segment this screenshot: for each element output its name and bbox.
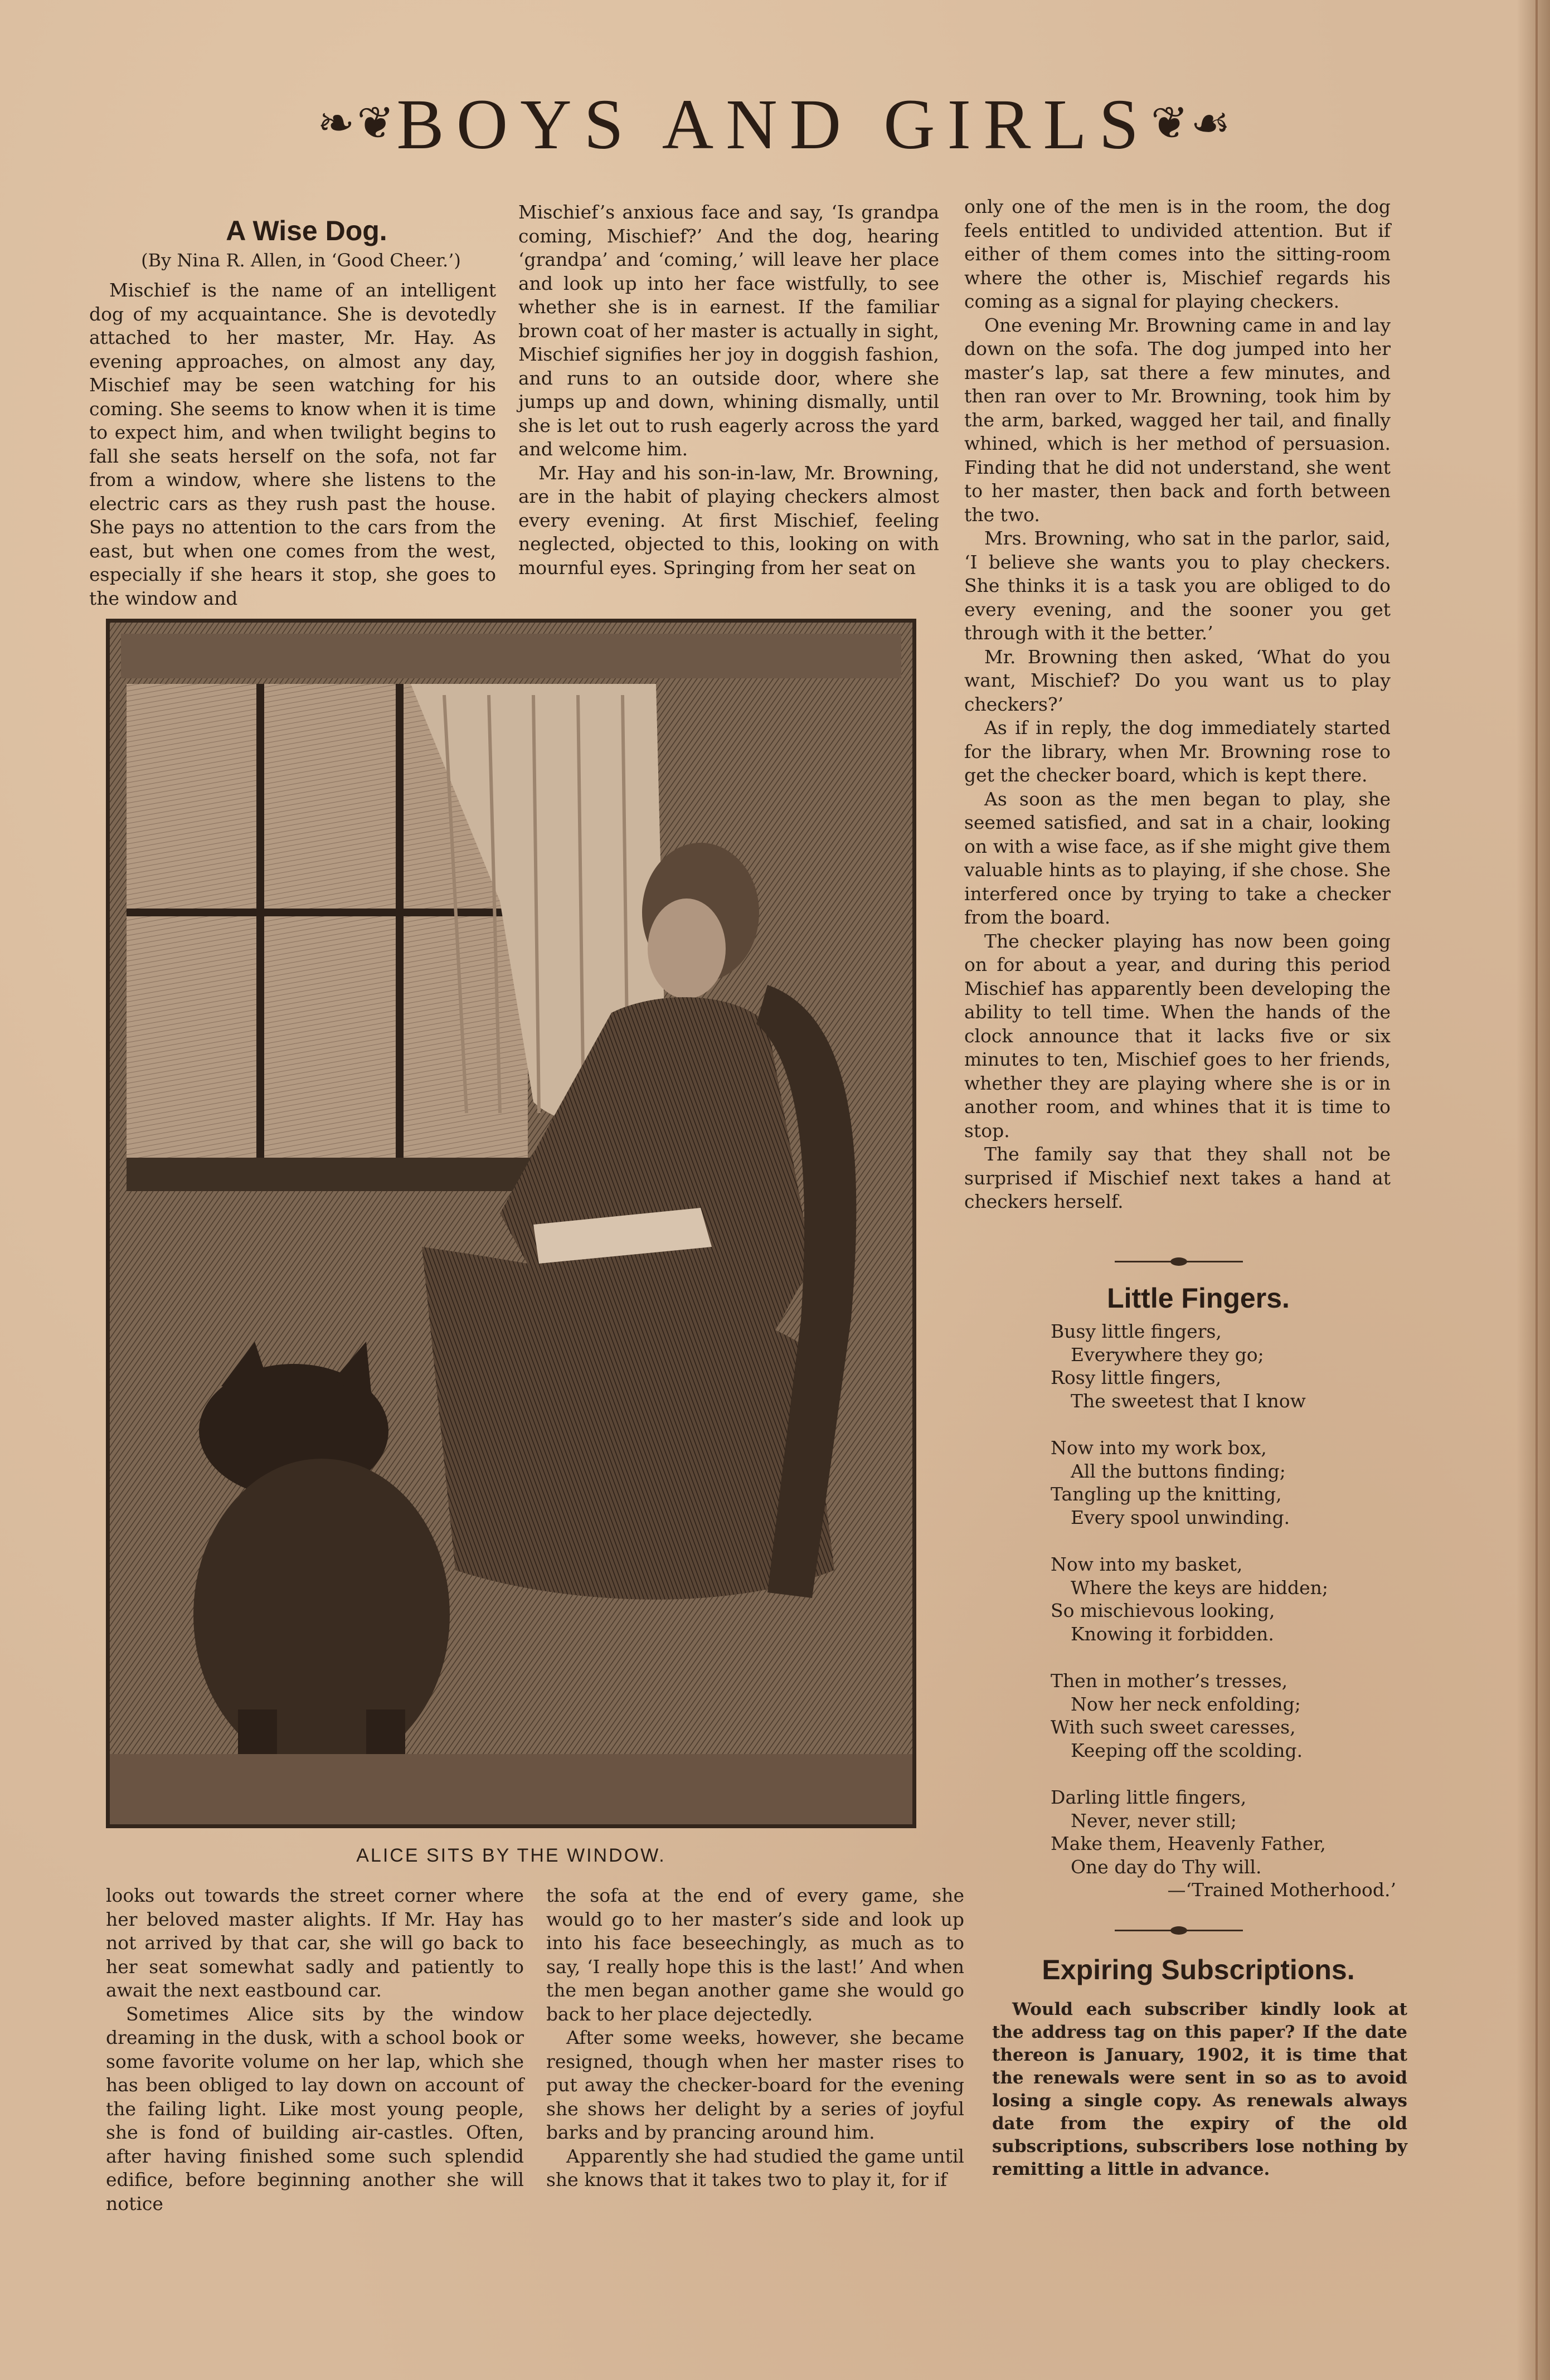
paragraph: As if in reply, the dog immediately started for the library, when Mr. Browning rose to get the checker board, which is kept there. [964, 717, 1391, 786]
poem-line: Now into my basket, [1051, 1553, 1243, 1575]
paragraph: The checker playing has now been going on for about a year, and during this period Mischief has apparently been developing the ability to tell time. When the hands of the clock announce that it lacks five or six minutes to ten, Mischief goes to her friends, whether they are playing where she is or in another room, and whines that it is time to stop. [964, 930, 1391, 1142]
masthead-ornament-left-icon: ❧❦ [317, 99, 397, 148]
poem-title: Little Fingers. [1107, 1283, 1290, 1314]
illustration-caption: ALICE SITS BY THE WINDOW. [356, 1845, 666, 1866]
paragraph: The family say that they shall not be surprised if Mischief next takes a hand at checkers herself. [964, 1143, 1391, 1212]
poem-line: So mischievous looking, [1051, 1600, 1275, 1621]
section-divider [1115, 1930, 1243, 1931]
poem-stanza [1051, 1786, 1407, 1878]
section-masthead [0, 84, 1550, 166]
poem-stanza [1051, 1553, 1407, 1645]
paragraph: Mischief is the name of an intelligent dog of my acquaintance. She is devotedly attached to her master, Mr. Hay. As evening approaches, on almost any day, Mischief may be seen watching for his coming. She seems to know when it is time to expect him, and when twilight begins to fall she seats herself on the sofa, not far from a window, where she listens to the electric cars as they rush past the house. She pays no attention to the cars from the east, but when one comes from the west, especially if she hears it stop, she goes to the window and [89, 279, 496, 609]
poem-line: Darling little fingers, [1051, 1786, 1247, 1808]
paragraph: only one of the men is in the room, the dog feels entitled to undivided attention. But if either of them comes into the sitting-room where the other is, Mischief regards his coming as a signal for playing checkers. [964, 196, 1391, 312]
poem-line: Never, never still; [1071, 1809, 1237, 1832]
poem-line: Now into my work box, [1051, 1437, 1267, 1459]
divider-ornament-icon [1170, 1257, 1187, 1266]
article-column-2-bottom [546, 1884, 964, 2192]
illustration-engraving [110, 623, 912, 1824]
article-title-wise-dog: A Wise Dog. [226, 215, 387, 246]
poem-line: The sweetest that I know [1071, 1390, 1306, 1412]
paragraph: Mrs. Browning, who sat in the parlor, said, ‘I believe she wants you to play checkers. She thinks it is a task you are obliged to do every evening, and the sooner you get through with it the better.’ [964, 527, 1391, 644]
notice-text: Would each subscriber kindly look at the address tag on this paper? If the date thereon is January, 1902, it is time that the renewals were sent in so as to avoid losing a single copy. As renewals always date from the expiry of the old subscriptions, subscribers lose nothing by remitting a little in advance. [992, 1999, 1407, 2179]
poem-line: One day do Thy will. [1071, 1856, 1262, 1878]
illustration-alice-window [106, 619, 916, 1828]
section-divider [1115, 1261, 1243, 1262]
poem-line: With such sweet caresses, [1051, 1716, 1296, 1738]
masthead-title: BOYS AND GIRLS [396, 85, 1151, 164]
article-byline: (By Nina R. Allen, in ‘Good Cheer.’) [141, 250, 461, 271]
poem-attribution: —‘Trained Motherhood.’ [1167, 1879, 1396, 1901]
poem-line: Every spool unwinding. [1071, 1506, 1290, 1528]
paragraph: Mr. Browning then asked, ‘What do you want, Mischief? Do you want us to play checkers?’ [964, 645, 1391, 715]
masthead-ornament-right-icon: ❦☙ [1150, 99, 1233, 148]
article-column-1-bottom [106, 1884, 524, 2216]
poem-line: Where the keys are hidden; [1071, 1576, 1329, 1599]
poem-line: Now her neck enfolding; [1071, 1693, 1301, 1715]
poem-stanza [1051, 1436, 1407, 1529]
paragraph: One evening Mr. Browning came in and lay down on the sofa. The dog jumped into her master’s lap, sat there a few minutes, and then ran over to Mr. Browning, took him by the arm, barked, wagged her tail, and finally whined, which is her method of persuasion. Finding that he did not understand, she went to her master, then back and forth between the two. [964, 314, 1391, 526]
paragraph: the sofa at the end of every game, she would go to her master’s side and look up into his face beseechingly, as much as to say, ‘I really hope this is the last!’ And when the men began another game she would go back to her place dejectedly. [546, 1884, 964, 2025]
poem-line: Tangling up the knitting, [1051, 1483, 1282, 1505]
paragraph: As soon as the men began to play, she seemed satisfied, and sat in a chair, looking on with a wise face, as if she might give them valuable hints as to playing, if she chose. She interfered once by trying to take a checker from the board. [964, 788, 1391, 928]
poem-line: Everywhere they go; [1071, 1343, 1264, 1366]
paragraph: Mr. Hay and his son-in-law, Mr. Browning, are in the habit of playing checkers almost every evening. At first Mischief, feeling neglected, objected to this, looking on with mournful eyes. Springing from her seat on [518, 462, 939, 579]
paragraph: looks out towards the street corner where her beloved master alights. If Mr. Hay has not arrived by that car, she will go back to her seat somewhat sadly and patiently to await the next eastbound car. [106, 1884, 524, 2001]
paragraph: After some weeks, however, she became resigned, though when her master rises to put away the checker-board for the evening she shows her delight by a series of joyful barks and by prancing around him. [546, 2027, 964, 2143]
poem-little-fingers [1051, 1320, 1407, 1902]
article-column-1-top [89, 279, 496, 610]
poem-line: Keeping off the scolding. [1071, 1739, 1303, 1761]
paragraph: Sometimes Alice sits by the window dreaming in the dusk, with a school book or some favorite volume on her lap, which she has been obliged to lay down on account of the failing light. Like most young people, she is fond of building air-castles. Often, after having finished some such splendid edifice, before beginning another she will notice [106, 2003, 524, 2214]
notice-title: Expiring Subscriptions. [1042, 1954, 1355, 1985]
poem-line: All the buttons finding; [1071, 1460, 1286, 1482]
poem-line: Busy little fingers, [1051, 1320, 1222, 1342]
poem-stanza [1051, 1669, 1407, 1762]
paragraph: Mischief’s anxious face and say, ‘Is grandpa coming, Mischief?’ And the dog, hearing ‘grandpa’ and ‘coming,’ will leave her place and look up into her face wistfully, to see whether she is in earnest. If the familiar brown coat of her master is actually in sight, Mischief signifies her joy in doggish fashion, and runs to an outside door, where she jumps up and down, whining dismally, until she is let out to rush eagerly across the yard and welcome him. [518, 201, 939, 460]
poem-line: Make them, Heavenly Father, [1051, 1833, 1326, 1854]
article-column-3 [964, 195, 1391, 1214]
divider-ornament-icon [1170, 1926, 1187, 1935]
page-edge-shadow [1517, 0, 1550, 2380]
notice-expiring-subscriptions [992, 1998, 1407, 2181]
article-column-2-top [518, 201, 939, 580]
poem-line: Then in mother’s tresses, [1051, 1670, 1288, 1692]
poem-line: Knowing it forbidden. [1071, 1623, 1274, 1645]
poem-stanza [1051, 1320, 1407, 1412]
poem-line: Rosy little fingers, [1051, 1367, 1222, 1388]
paragraph: Apparently she had studied the game until she knows that it takes two to play it, for if [546, 2145, 964, 2190]
page-edge-line [1536, 0, 1538, 2380]
